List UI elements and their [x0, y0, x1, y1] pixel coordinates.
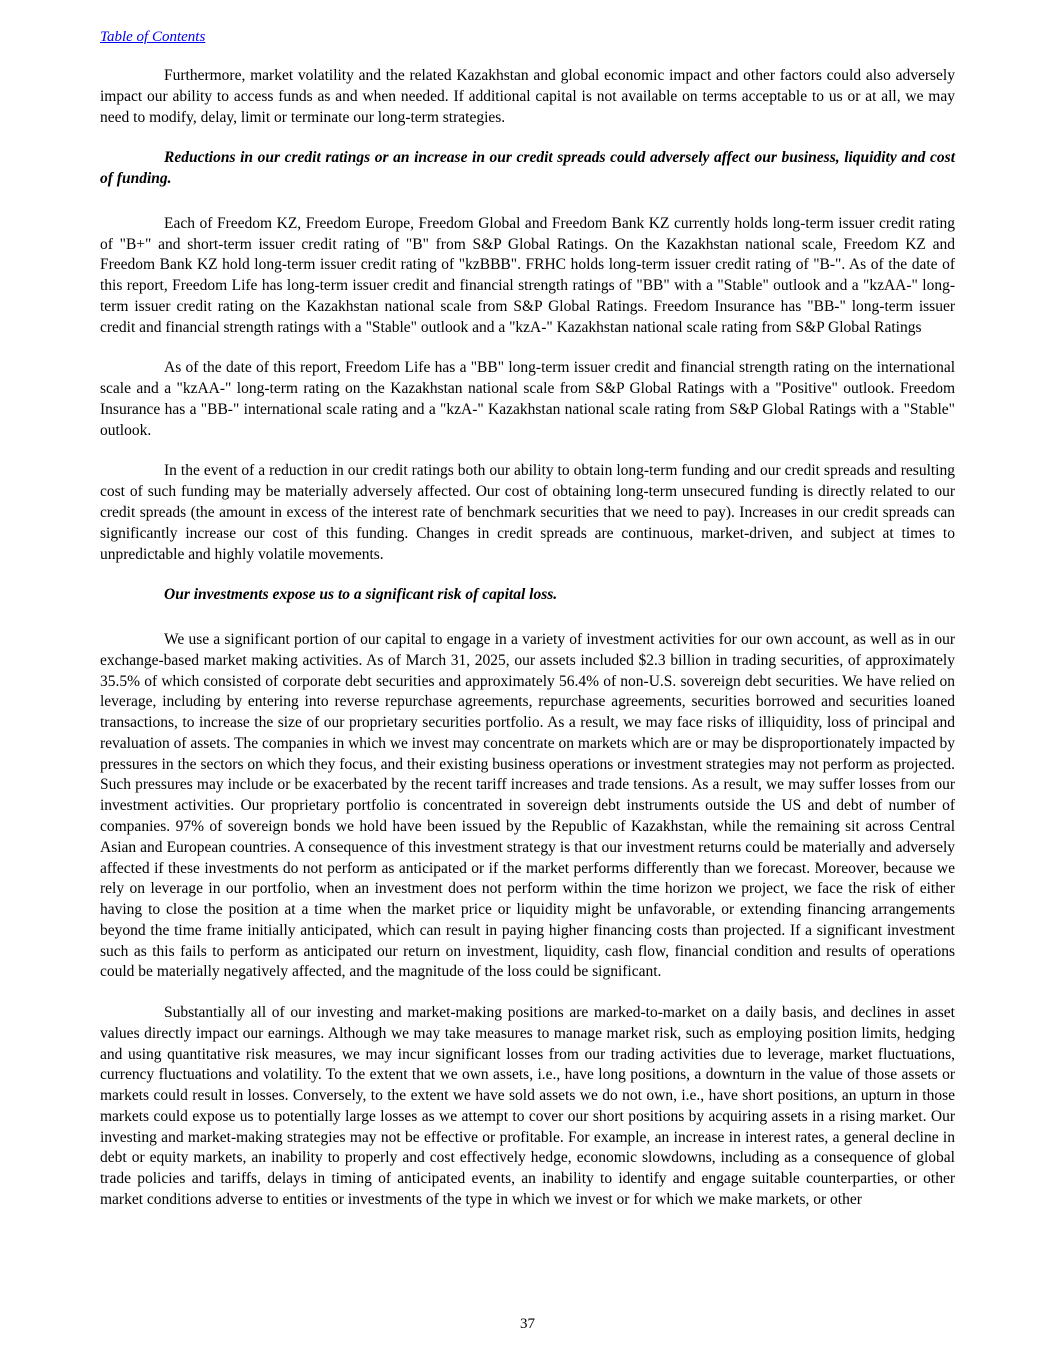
paragraph-market-volatility: Furthermore, market volatility and the related Kazakhstan and global economic impact and other factors could also adversely impact our ability to access funds as and when needed. If additional capital is not available on terms acceptable to us or at all, we may need to modify, delay, limit or terminate our long-term strategies. — [100, 67, 955, 126]
paragraph-investment-activities: We use a significant portion of our capital to engage in a variety of investment activities for our own account, as well as in our exchange-based market making activities. As of March 31, 2025, our assets included $2.3 billion in trading securities, of approximately 35.5% of which consisted of corporate debt securities and approximately 56.4% of non-U.S. sovereign debt securities. We have relied on leverage, including by entering into reverse repurchase agreements, repurchase agreements, securities borrowed and securities loaned transactions, to increase the size of our proprietary securities portfolio. As a result, we may face risks of illiquidity, loss of principal and revaluation of assets. The companies in which we invest may concentrate on markets which are or may be disproportionately impacted by pressures in the sectors on which they focus, and their existing business operations or investment strategies may not perform as projected. Such pressures may include or be exacerbated by the recent tariff increases and trade tensions. As a result, we may suffer losses from our investment activities. Our proprietary portfolio is concentrated in sovereign debt instruments outside the US and debt of number of companies. 97% of sovereign bonds we hold have been issued by the Republic of Kazakhstan, while the remaining sit across Central Asian and European countries. A consequence of this investment strategy is that our investment returns could be materially and adversely affected if these investments do not perform as anticipated or if the market performs differently than we forecast. Moreover, because we rely on leverage in our portfolio, when an investment does not perform within the time horizon we project, we face the risk of either having to close the position at a time when the market price or liquidity might be unfavorable, or extending financing arrangements beyond the time frame initially anticipated, which can result in paying higher financing costs than projected. If a significant investment such as this fails to perform as anticipated our return on investment, liquidity, cash flow, financial condition and results of operations could be materially negatively affected, and the magnitude of the loss could be significant. — [100, 631, 955, 981]
paragraph-ratings-reduction-impact: In the event of a reduction in our credit ratings both our ability to obtain long-term funding and our credit spreads and resulting cost of such funding may be materially adversely affected. Our cost of obtaining long-term unsecured funding is directly related to our credit spreads (the amount in excess of the interest rate of benchmark securities that we need to pay). Increases in our credit spreads can significantly increase our cost of this funding. Changes in credit spreads are continuous, market-driven, and subject at times to unpredictable and highly volatile movements. — [100, 462, 955, 563]
page-number: 37 — [520, 1316, 535, 1332]
table-of-contents-link[interactable]: Table of Contents — [100, 29, 206, 45]
risk-heading-capital-loss: Our investments expose us to a significant risk of capital loss. — [164, 586, 558, 604]
paragraph-freedom-life-ratings: As of the date of this report, Freedom Life has a "BB" long-term issuer credit and financial strength rating on the international scale and a "kzAA-" long-term rating on the Kazakhstan national scale from S&P Global Ratings with a "Positive" outlook. Freedom Insurance has a "BB-" international scale rating and a "kzA-" Kazakhstan national scale rating from S&P Global Ratings with a "Stable" outlook. — [100, 359, 955, 439]
document-body — [100, 66, 955, 1211]
paragraph-credit-ratings-detail: Each of Freedom KZ, Freedom Europe, Freedom Global and Freedom Bank KZ currently holds long-term issuer credit rating of "B+" and short-term issuer credit rating of "B" from S&P Global Ratings. On the Kazakhstan national scale, Freedom KZ and Freedom Bank KZ hold long-term issuer credit rating of "kzBBB". FRHC holds long-term issuer credit rating of "B-". As of the date of this report, Freedom Life has long-term issuer credit and financial strength ratings of "BB" with a "Stable" outlook and a "kzAA-" long-term issuer credit rating on the Kazakhstan national scale from S&P Global Ratings. Freedom Insurance has "BB-" long-term issuer credit and financial strength ratings with a "Stable" outlook and a "kzA-" Kazakhstan national scale rating from S&P Global Ratings — [100, 214, 955, 336]
risk-heading-credit-ratings: Reductions in our credit ratings or an increase in our credit spreads could adversely affect our business, liquidity and cost of funding. — [100, 149, 955, 188]
paragraph-marked-to-market: Substantially all of our investing and market-making positions are marked-to-market on a daily basis, and declines in asset values directly impact our earnings. Although we may take measures to manage market risk, such as employing position limits, hedging and using quantitative risk measures, we may incur significant losses from our trading activities due to leverage, market fluctuations, currency fluctuations and volatility. To the extent that we own assets, i.e., have long positions, a downturn in the value of those assets or markets could result in losses. Conversely, to the extent we have sold assets we do not own, i.e., have short positions, an upturn in those markets could expose us to potentially large losses as we attempt to cover our short positions by acquiring assets in a rising market. Our investing and market-making strategies may not be effective or profitable. For example, an increase in interest rates, a general decline in debt or equity markets, an inability to properly and cost effectively hedge, economic slowdowns, including as a consequence of global trade policies and tariffs, delays in timing of anticipated events, an inability to identify and engage suitable counterparties, or other market conditions adverse to entities or investments of the type in which we invest or for which we make markets, or other — [100, 1004, 955, 1208]
